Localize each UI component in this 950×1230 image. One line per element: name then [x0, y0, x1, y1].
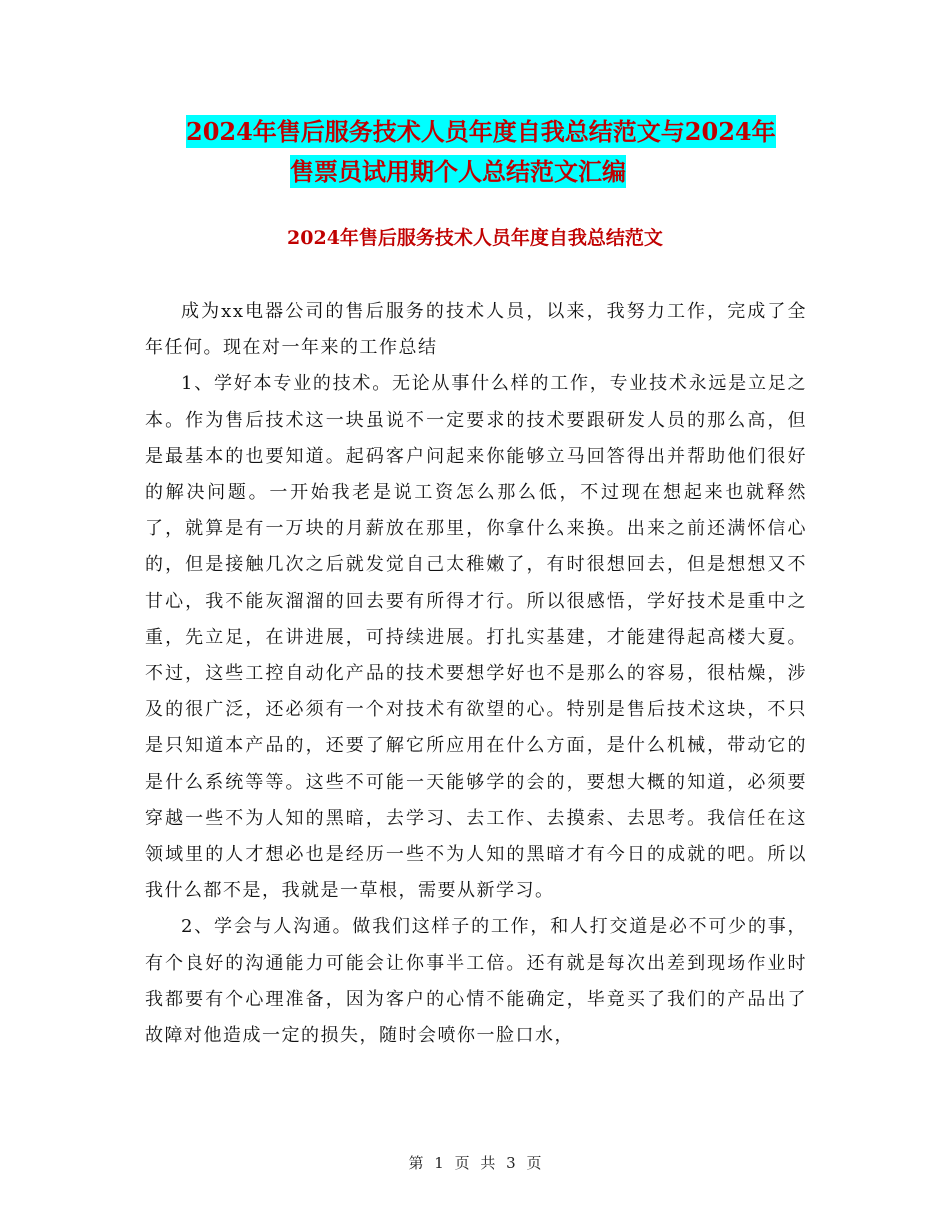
- section-title: 2024年售后服务技术人员年度自我总结范文: [287, 227, 663, 249]
- paragraph-intro: 成为xx电器公司的售后服务的技术人员，以来，我努力工作，完成了全年任何。现在对一年来的工作总结: [145, 301, 807, 359]
- document-title: [186, 112, 826, 192]
- document-body: [145, 294, 807, 1054]
- paragraph-1: 1、学好本专业的技术。无论从事什么样的工作，专业技术永远是立足之本。作为售后技术这一块虽说不一定要求的技术要跟研发人员的那么高，但是最基本的也要知道。起码客户问起来你能够立马回答得出并帮助他们很好的解决问题。一开始我老是说工资怎么那么低，不过现在想起来也就释然了，就算是有一万块的月薪放在那里，你拿什么来换。出来之前还满怀信心的，但是接触几次之后就发觉自己太稚嫩了，有时很想回去，但是想想又不甘心，我不能灰溜溜的回去要有所得才行。所以很感悟，学好技术是重中之重，先立足，在讲进展，可持续进展。打扎实基建，才能建得起高楼大夏。不过，这些工控自动化产品的技术要想学好也不是那么的容易，很枯燥，涉及的很广泛，还必须有一个对技术有欲望的心。特别是售后技术这块，不只是只知道本产品的，还要了解它所应用在什么方面，是什么机械，带动它的是什么系统等等。这些不可能一天能够学的会的，要想大概的知道，必须要穿越一些不为人知的黑暗，去学习、去工作、去摸索、去思考。我信任在这领域里的人才想必也是经历一些不为人知的黑暗才有今日的成就的吧。所以我什么都不是，我就是一草根，需要从新学习。: [145, 373, 807, 902]
- paragraph-2: 2、学会与人沟通。做我们这样子的工作，和人打交道是必不可少的事，有个良好的沟通能力可能会让你事半工倍。还有就是每次出差到现场作业时我都要有个心理准备，因为客户的心情不能确定，毕竟买了我们的产品出了故障对他造成一定的损失，随时会喷你一脸口水，: [145, 916, 807, 1047]
- title-line-1: 2024年售后服务技术人员年度自我总结范文与2024年: [186, 117, 776, 146]
- page-footer: 第 1 页 共 3 页: [408, 1154, 542, 1172]
- title-line-2: 售票员试用期个人总结范文汇编: [290, 157, 626, 186]
